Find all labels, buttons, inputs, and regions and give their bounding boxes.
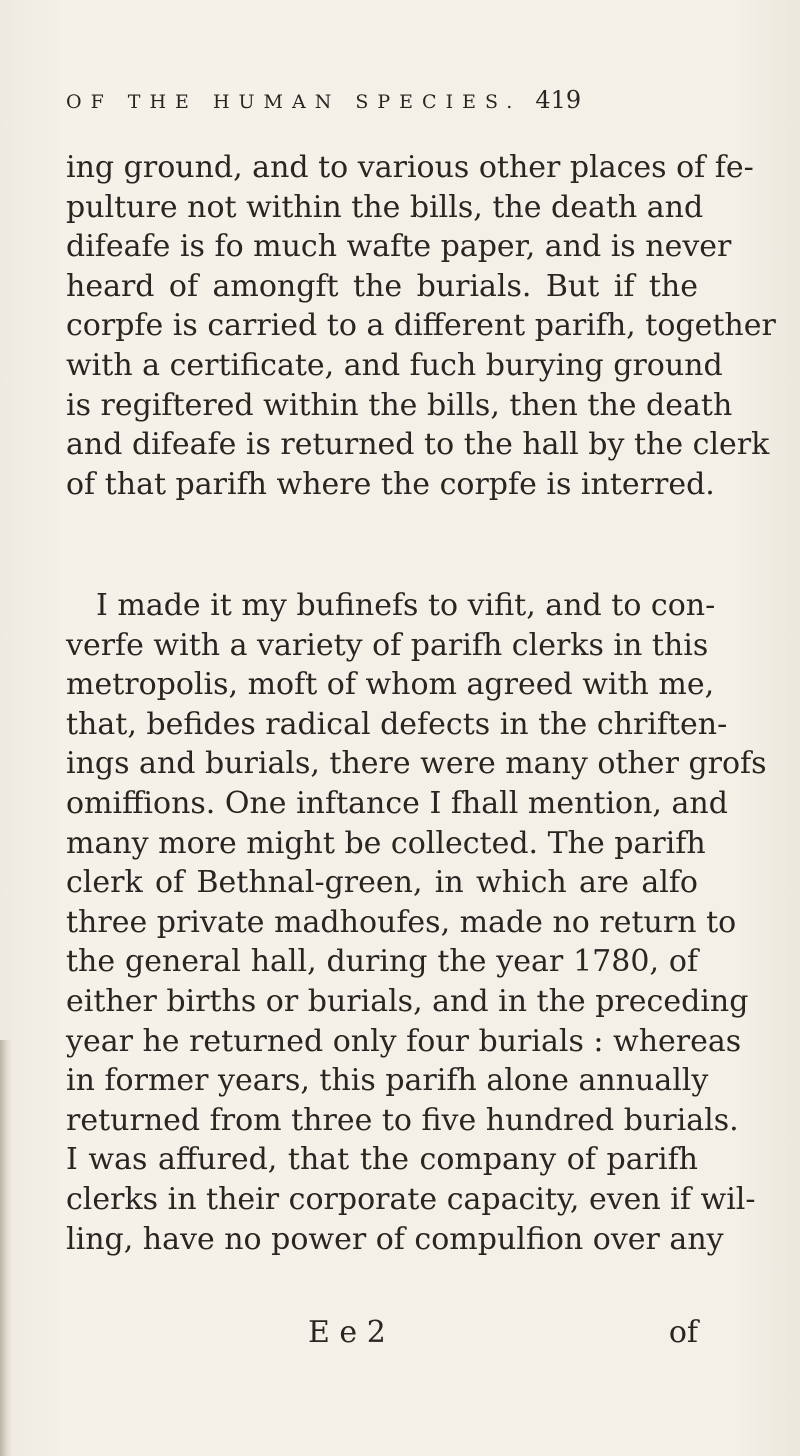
text-line: clerk of Bethnal-green, in which are alfo — [66, 865, 698, 901]
catchword: of — [668, 1315, 698, 1350]
text-line: clerks in their corporate capacity, even if wil- — [66, 1181, 756, 1217]
running-header — [66, 86, 670, 126]
page-footer — [66, 1313, 698, 1353]
text-line: many more might be collected. The parifh — [66, 825, 706, 861]
text-line: I made it my bufinefs to vifit, and to con- — [96, 588, 716, 623]
text-line: the general hall, during the year 1780, of — [66, 944, 698, 980]
text-line: returned from three to five hundred burials. — [66, 1102, 739, 1138]
text-line: verfe with a variety of parifh clerks in this — [66, 627, 709, 663]
text-line: ings and burials, there were many other grofs — [66, 746, 767, 782]
text-line: I was affured, that the company of parifh — [66, 1142, 698, 1178]
text-line: difeafe is fo much wafte paper, and is never — [66, 229, 732, 265]
text-line: and difeafe is returned to the hall by the clerk — [66, 427, 770, 463]
running-title: OF THE HUMAN SPECIES. — [66, 91, 522, 113]
page-edge-shadow — [0, 1040, 12, 1456]
text-line: metropolis, moft of whom agreed with me, — [66, 667, 715, 703]
text-line: in former years, this parifh alone annually — [66, 1063, 709, 1099]
text-line: pulture not within the bills, the death and — [66, 189, 704, 225]
paragraph-2 — [66, 586, 767, 1259]
text-line: omiffions. One inftance I fhall mention, and — [66, 785, 728, 821]
text-line: heard of amongft the burials. But if the — [66, 268, 698, 304]
text-line: ing ground, and to various other places of fe- — [66, 150, 754, 185]
text-line: year he returned only four burials : whereas — [66, 1023, 742, 1059]
text-line: ling, have no power of compulfion over any — [66, 1221, 724, 1257]
page-number: 419 — [535, 86, 582, 114]
text-line: three private madhoufes, made no return to — [66, 904, 737, 940]
text-line-last: of that parifh where the corpfe is interred. — [66, 466, 715, 502]
text-line: that, befides radical defects in the chriften- — [66, 706, 728, 742]
signature-mark: E e 2 — [308, 1315, 386, 1350]
text-line: with a certificate, and fuch burying ground — [66, 347, 723, 383]
text-line: either births or burials, and in the preceding — [66, 983, 749, 1019]
text-line: is regiftered within the bills, then the death — [66, 387, 733, 423]
paragraph-1 — [66, 148, 776, 504]
text-line: corpfe is carried to a different parifh, together — [66, 308, 776, 344]
